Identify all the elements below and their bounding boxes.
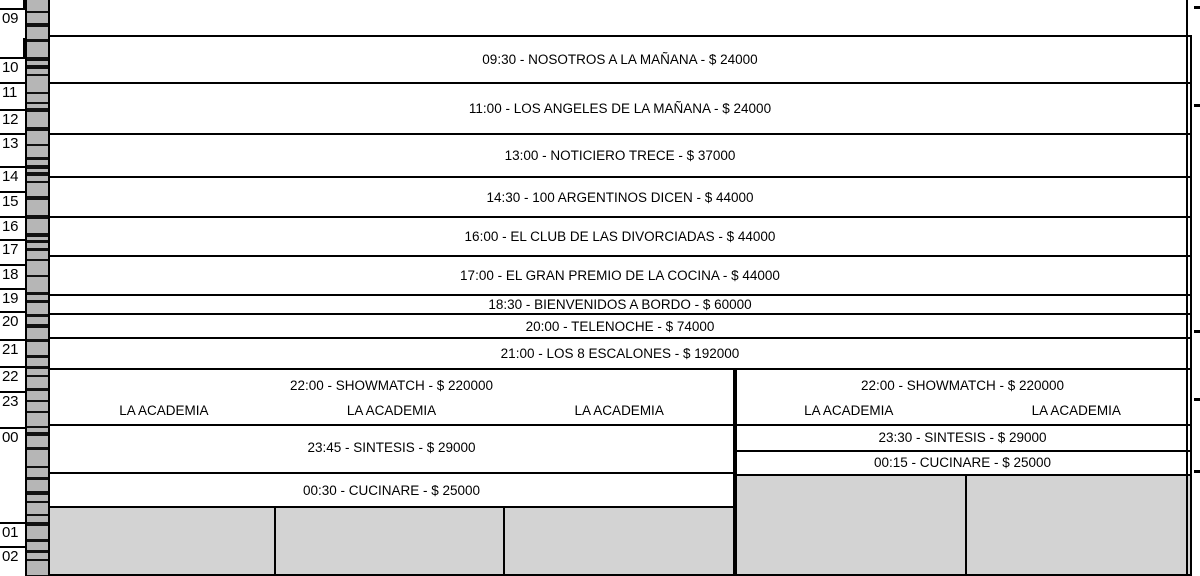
barcode-line: [27, 233, 50, 237]
barcode-line: [27, 314, 50, 317]
barcode-line: [27, 23, 50, 27]
barcode-line: [27, 165, 50, 169]
hour-tick-21: [0, 339, 25, 366]
barcode-line: [27, 292, 50, 295]
hour-tick-13: [0, 133, 25, 166]
hour-label: 10: [2, 59, 19, 76]
la-academia-label: LA ACADEMIA: [804, 403, 894, 418]
barcode-line: [27, 339, 50, 342]
time-density-barcode: [25, 0, 50, 576]
barcode-line: [27, 375, 50, 377]
column-divider: [965, 474, 967, 574]
program-title: 17:00 - EL GRAN PREMIO DE LA COCINA - $ 44000: [460, 268, 780, 283]
hour-label: 09: [2, 10, 19, 27]
program-row[interactable]: [50, 176, 1192, 216]
left-sintesis-cell[interactable]: [50, 424, 735, 472]
barcode-line: [27, 144, 50, 146]
barcode-line: [27, 324, 50, 328]
program-title: 18:30 - BIENVENIDOS A BORDO - $ 60000: [488, 297, 752, 312]
hour-tick-02: [0, 546, 25, 576]
barcode-line: [27, 172, 50, 176]
barcode-line: [27, 181, 50, 183]
program-row[interactable]: [50, 35, 1192, 82]
barcode-line: [27, 127, 50, 131]
hour-tick-11: [0, 82, 25, 109]
hour-tick-20: [0, 311, 25, 339]
left-cucinare-cell[interactable]: [50, 472, 735, 506]
barcode-line: [27, 215, 50, 219]
barcode-line: [27, 248, 50, 251]
left-showmatch-cell[interactable]: [50, 368, 735, 424]
barcode-line: [27, 39, 50, 42]
barcode-line: [27, 11, 50, 13]
hour-tick-12: [0, 109, 25, 133]
hour-tick-17: [0, 239, 25, 264]
program-row[interactable]: [50, 216, 1192, 255]
program-row[interactable]: [50, 255, 1192, 294]
edge-marker: [1194, 104, 1200, 107]
right-showmatch-cell[interactable]: [735, 368, 1192, 424]
left-empty-cell: [50, 506, 735, 574]
hour-tick-19: [0, 288, 25, 311]
program-title: 16:00 - EL CLUB DE LAS DIVORCIADAS - $ 44000: [464, 229, 776, 244]
column-divider: [503, 506, 505, 574]
barcode-line: [27, 157, 50, 160]
hour-label: 22: [2, 368, 19, 385]
hour-tick-15: [0, 191, 25, 216]
barcode-line: [27, 65, 50, 69]
barcode-line: [27, 57, 50, 61]
barcode-line: [27, 102, 50, 104]
hour-label: 02: [2, 548, 19, 565]
hour-tick-22: [0, 366, 25, 391]
program-row[interactable]: [50, 313, 1192, 337]
la-academia-label: LA ACADEMIA: [119, 403, 209, 418]
program-row[interactable]: [50, 294, 1192, 313]
right-cucinare-title: 00:15 - CUCINARE - $ 25000: [873, 455, 1052, 470]
hour-label: 13: [2, 135, 19, 152]
left-cucinare-title: 00:30 - CUCINARE - $ 25000: [302, 483, 481, 498]
right-empty-cell: [735, 474, 1192, 574]
right-sintesis-cell[interactable]: [735, 424, 1192, 450]
program-row[interactable]: [50, 133, 1192, 176]
barcode-line: [27, 400, 50, 402]
hour-tick-18: [0, 264, 25, 288]
hour-label: 16: [2, 218, 19, 235]
hour-tick-23: [0, 391, 25, 427]
la-academia-label: LA ACADEMIA: [346, 403, 437, 418]
hour-label: 01: [2, 524, 19, 541]
right-showmatch-subtitles: [735, 403, 1190, 418]
barcode-line: [27, 355, 50, 358]
hour-axis: [0, 0, 25, 576]
barcode-line: [27, 426, 50, 428]
hour-tick-16: [0, 216, 25, 239]
barcode-line: [27, 196, 50, 200]
right-sintesis-title: 23:30 - SINTESIS - $ 29000: [878, 430, 1047, 445]
hour-label: 17: [2, 241, 19, 258]
left-sintesis-title: 23:45 - SINTESIS - $ 29000: [307, 440, 476, 455]
schedule-grid: [50, 0, 1194, 576]
barcode-line: [27, 447, 50, 450]
barcode-line: [27, 108, 50, 112]
program-title: 21:00 - LOS 8 ESCALONES - $ 192000: [500, 346, 740, 361]
edge-marker: [1194, 6, 1200, 9]
la-academia-label: LA ACADEMIA: [1031, 403, 1121, 418]
barcode-line: [27, 522, 50, 526]
hour-label: 23: [2, 393, 19, 410]
hour-label: 19: [2, 290, 19, 307]
column-divider: [274, 506, 276, 574]
barcode-line: [27, 550, 50, 553]
left-showmatch-subtitles: [50, 403, 733, 418]
barcode-line: [27, 275, 50, 277]
program-title: 13:00 - NOTICIERO TRECE - $ 37000: [504, 148, 736, 163]
hour-tick-10: [0, 57, 25, 82]
program-title: 14:30 - 100 ARGENTINOS DICEN - $ 44000: [486, 189, 754, 205]
hour-label: 14: [2, 168, 19, 185]
barcode-line: [27, 477, 50, 480]
hour-tick-01: [0, 522, 25, 546]
barcode-line: [27, 559, 50, 561]
barcode-line: [27, 388, 50, 391]
page-right-edge: [1186, 0, 1188, 576]
edge-marker: [1194, 398, 1200, 401]
hour-tick-00: [0, 427, 25, 522]
barcode-line: [27, 491, 50, 495]
hour-label: 20: [2, 313, 19, 330]
barcode-line: [27, 259, 50, 261]
barcode-line: [27, 300, 50, 303]
barcode-line: [27, 514, 50, 516]
program-row[interactable]: [50, 82, 1192, 133]
hour-label: 12: [2, 111, 19, 128]
edge-marker: [1194, 470, 1200, 473]
program-title: 09:30 - NOSOTROS A LA MAÑANA - $ 24000: [482, 52, 758, 67]
hour-label: 21: [2, 341, 19, 358]
barcode-line: [27, 411, 50, 413]
barcode-line: [27, 240, 50, 243]
edge-marker: [1194, 330, 1200, 333]
barcode-line: [27, 501, 50, 503]
right-cucinare-cell[interactable]: [735, 450, 1192, 474]
hour-label: 11: [2, 84, 18, 101]
barcode-line: [27, 466, 50, 468]
block-split-divider: [735, 368, 737, 576]
barcode-line: [27, 74, 50, 76]
barcode-line: [27, 539, 50, 542]
hour-tick-09: [0, 8, 25, 38]
program-title: 11:00 - LOS ANGELES DE LA MAÑANA - $ 24000: [468, 101, 772, 116]
hour-tick-14: [0, 166, 25, 191]
program-row[interactable]: [50, 337, 1192, 368]
la-academia-label: LA ACADEMIA: [574, 403, 664, 418]
program-title: 20:00 - TELENOCHE - $ 74000: [525, 318, 715, 334]
hour-label: 15: [2, 193, 19, 210]
barcode-line: [27, 432, 50, 436]
barcode-line: [27, 92, 50, 94]
hour-label: 00: [2, 429, 19, 446]
barcode-line: [27, 366, 50, 369]
right-showmatch-title: 22:00 - SHOWMATCH - $ 220000: [860, 378, 1065, 393]
left-showmatch-title: 22:00 - SHOWMATCH - $ 220000: [289, 378, 494, 393]
hour-label: 18: [2, 266, 19, 283]
